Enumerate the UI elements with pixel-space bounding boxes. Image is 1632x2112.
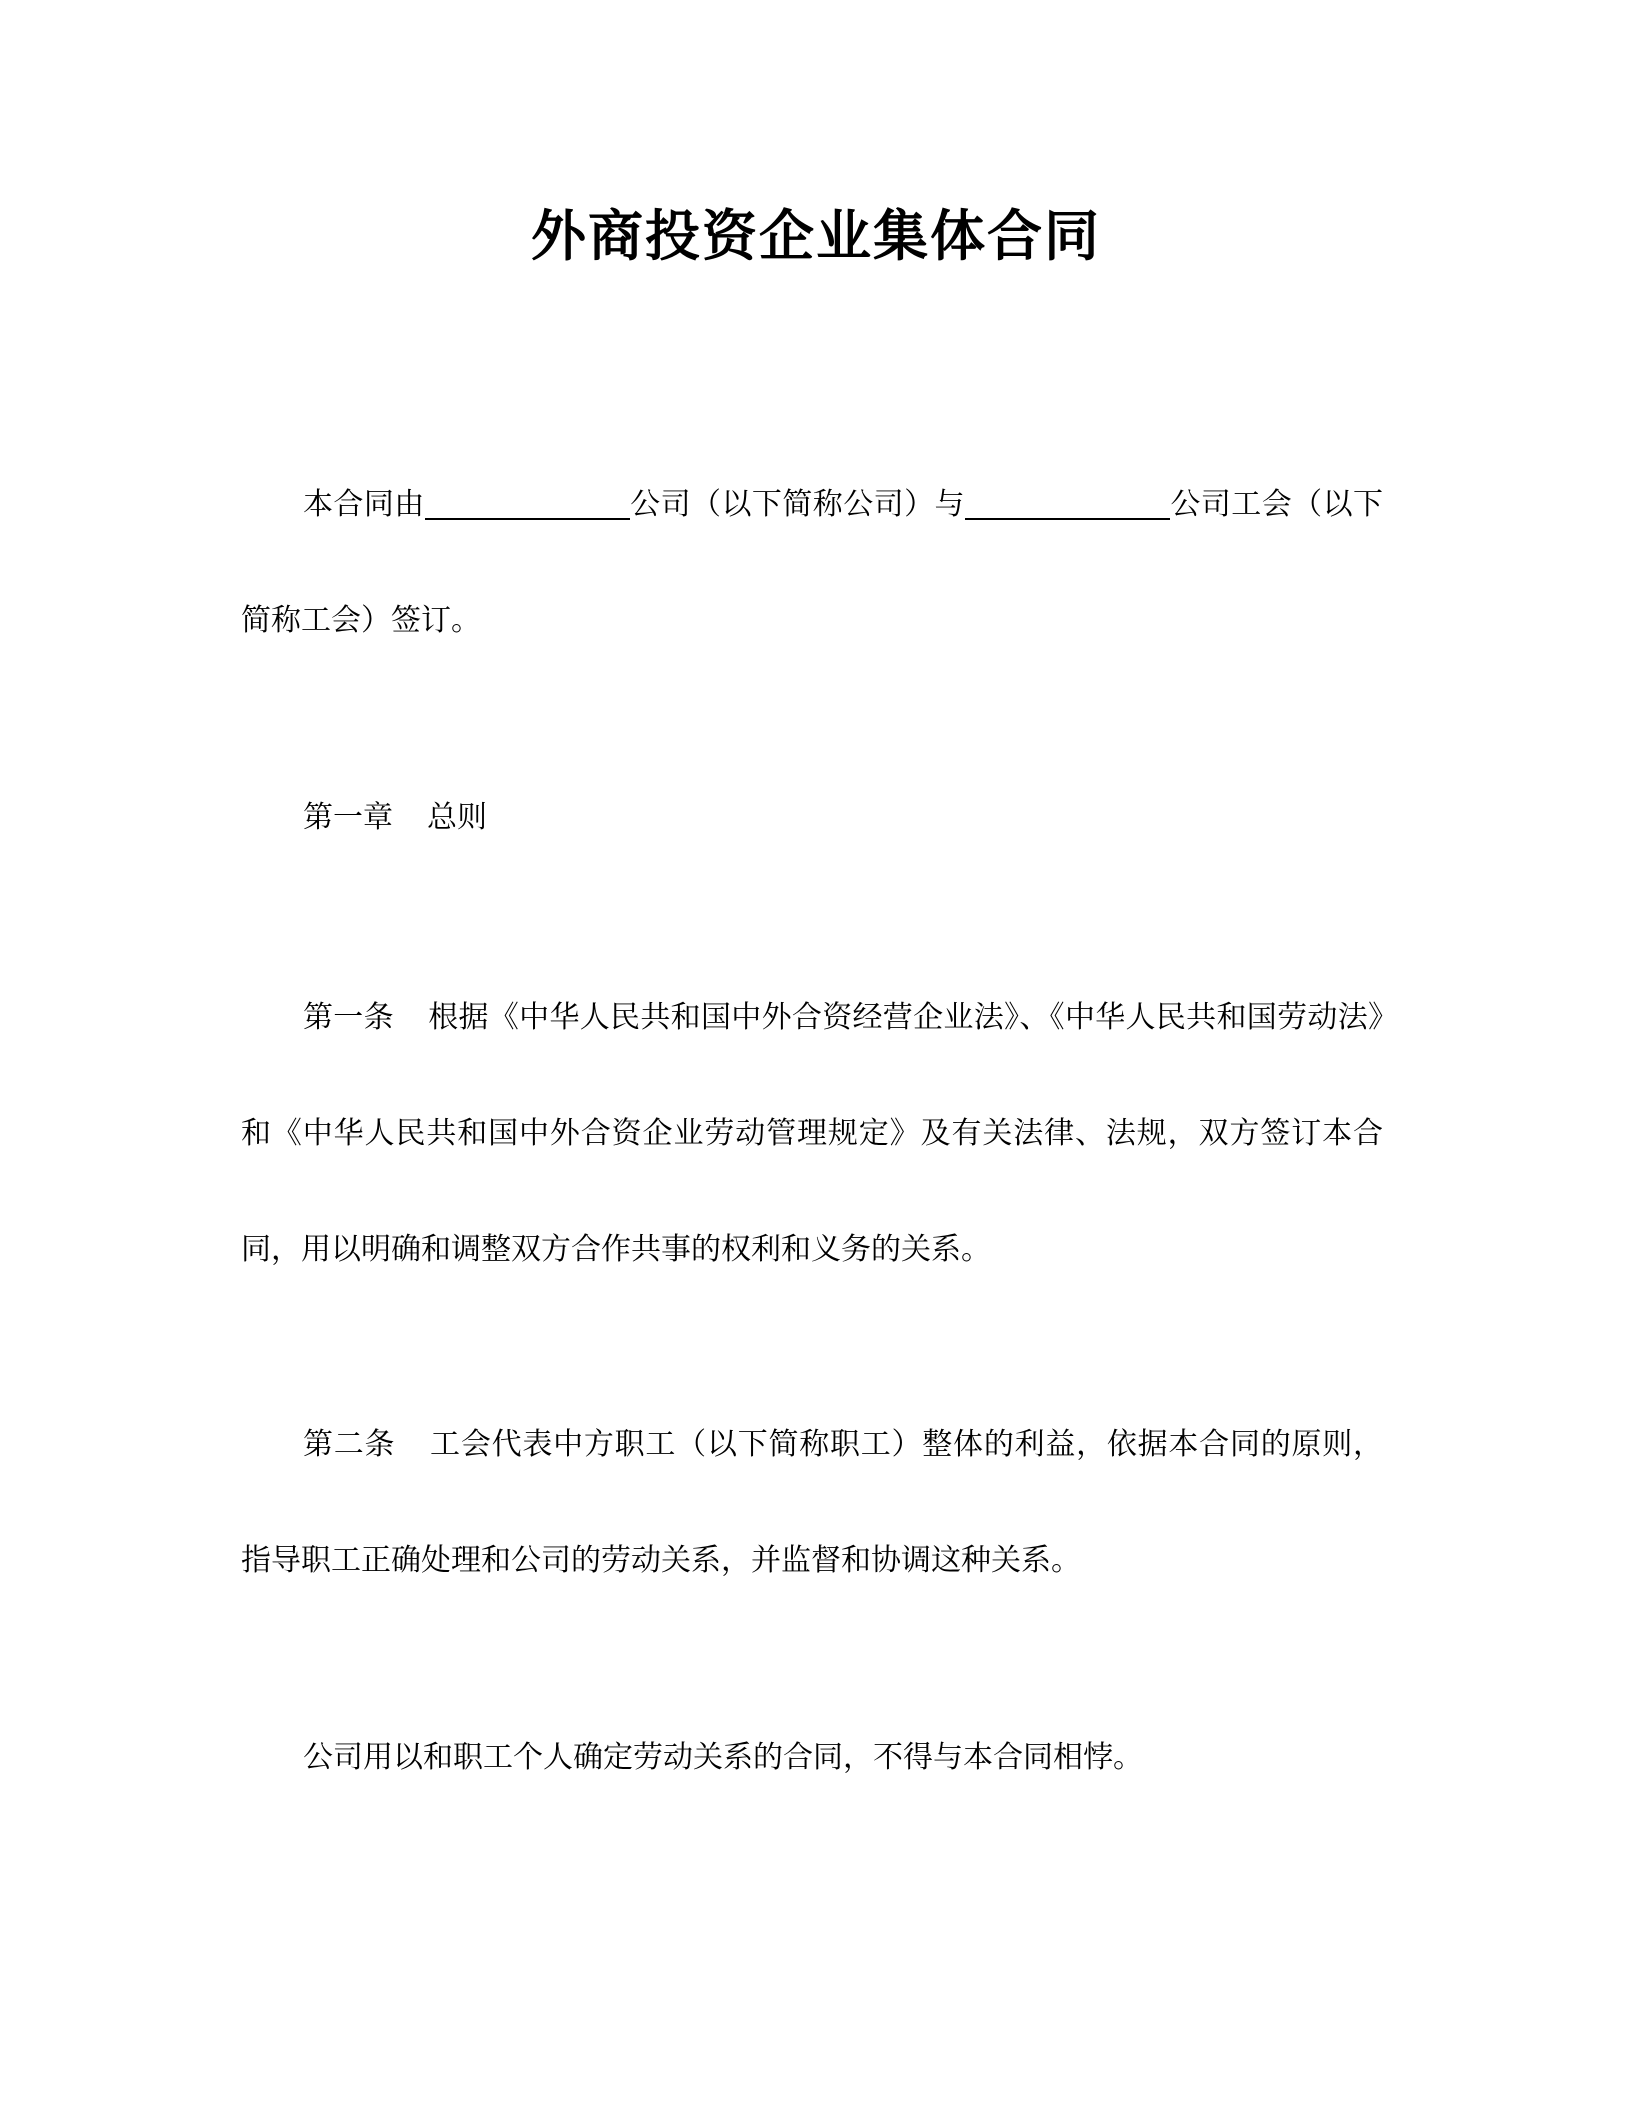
- document-title: 外商投资企业集体合同: [530, 204, 1101, 268]
- article-2-number: 第二条: [303, 1427, 396, 1462]
- article-1-text: 根据《中华人民共和国中外合资经营企业法》、《中华人民共和国劳动法》和《中华人民共和国中外合资企业劳动管理规定》及有关法律、法规，双方签订本合同，用以明确和调整双方合作共事的权利和义务的关系。: [241, 1000, 1384, 1267]
- chapter-number: 第一章: [303, 800, 393, 835]
- paragraph-3: 公司用以和职工个人确定劳动关系的合同，不得与本合同相悖。: [303, 1740, 1143, 1775]
- chapter-heading: [241, 760, 1383, 876]
- intro-text-3: 公司工会（以下简称工会）签订。: [241, 487, 1384, 638]
- article-1-number: 第一条: [303, 1000, 394, 1035]
- chapter-name: 总则: [427, 800, 487, 835]
- article-2-text: 工会代表中方职工（以下简称职工）整体的利益，依据本合同的原则，指导职工正确处理和公司的劳动关系，并监督和协调这种关系。: [241, 1427, 1384, 1578]
- intro-paragraph: [241, 447, 1383, 679]
- intro-text-2: 公司（以下简称公司）与: [629, 487, 965, 522]
- company-name-blank[interactable]: [425, 488, 630, 520]
- intro-text-1: 本合同由: [303, 487, 425, 522]
- article-2-paragraph: [241, 1387, 1383, 1619]
- article-1-paragraph: [241, 960, 1383, 1308]
- union-name-blank[interactable]: [965, 488, 1170, 520]
